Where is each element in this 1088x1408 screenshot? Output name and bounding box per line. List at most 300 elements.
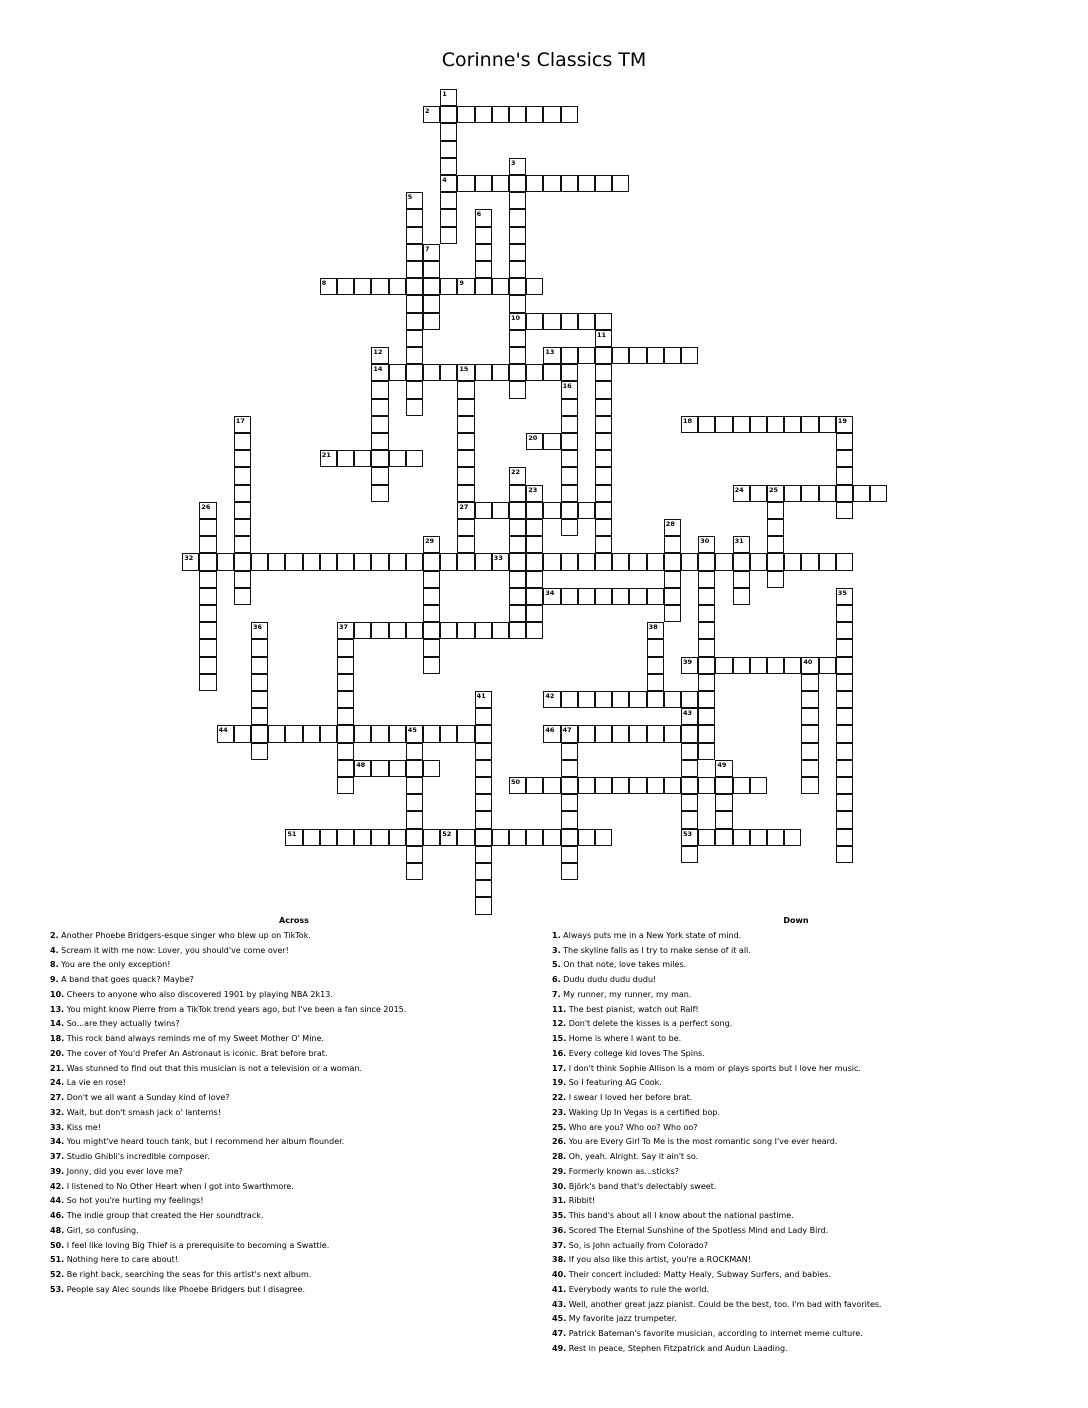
- grid-cell[interactable]: [217, 725, 234, 742]
- grid-cell[interactable]: [801, 553, 818, 570]
- grid-cell[interactable]: [836, 639, 853, 656]
- grid-cell[interactable]: [406, 811, 423, 828]
- grid-cell[interactable]: [406, 743, 423, 760]
- grid-cell[interactable]: [475, 175, 492, 192]
- grid-cell[interactable]: [767, 829, 784, 846]
- grid-cell[interactable]: [406, 846, 423, 863]
- grid-cell[interactable]: [423, 829, 440, 846]
- grid-cell[interactable]: [475, 897, 492, 914]
- grid-cell[interactable]: [647, 588, 664, 605]
- grid-cell[interactable]: [561, 725, 578, 742]
- grid-cell[interactable]: [595, 450, 612, 467]
- grid-cell[interactable]: [853, 485, 870, 502]
- grid-cell[interactable]: [578, 725, 595, 742]
- grid-cell[interactable]: [595, 313, 612, 330]
- grid-cell[interactable]: [595, 381, 612, 398]
- grid-cell[interactable]: [509, 588, 526, 605]
- grid-cell[interactable]: [561, 519, 578, 536]
- grid-cell[interactable]: [217, 553, 234, 570]
- grid-cell[interactable]: [561, 777, 578, 794]
- grid-cell[interactable]: [526, 571, 543, 588]
- grid-cell[interactable]: [801, 743, 818, 760]
- grid-cell[interactable]: [492, 364, 509, 381]
- grid-cell[interactable]: [543, 433, 560, 450]
- grid-cell[interactable]: [698, 743, 715, 760]
- grid-cell[interactable]: [561, 467, 578, 484]
- grid-cell[interactable]: [457, 485, 474, 502]
- grid-cell[interactable]: [526, 364, 543, 381]
- grid-cell[interactable]: [509, 313, 526, 330]
- grid-cell[interactable]: [543, 347, 560, 364]
- grid-cell[interactable]: [578, 175, 595, 192]
- grid-cell[interactable]: [406, 261, 423, 278]
- grid-cell[interactable]: [457, 536, 474, 553]
- grid-cell[interactable]: [561, 364, 578, 381]
- grid-cell[interactable]: [199, 588, 216, 605]
- grid-cell[interactable]: [715, 811, 732, 828]
- grid-cell[interactable]: [733, 485, 750, 502]
- grid-cell[interactable]: [492, 278, 509, 295]
- grid-cell[interactable]: [509, 536, 526, 553]
- grid-cell[interactable]: [836, 743, 853, 760]
- grid-cell[interactable]: [681, 708, 698, 725]
- grid-cell[interactable]: [320, 829, 337, 846]
- grid-cell[interactable]: [337, 278, 354, 295]
- grid-cell[interactable]: [475, 261, 492, 278]
- grid-cell[interactable]: [268, 725, 285, 742]
- grid-cell[interactable]: [371, 725, 388, 742]
- grid-cell[interactable]: [199, 553, 216, 570]
- grid-cell[interactable]: [819, 657, 836, 674]
- grid-cell[interactable]: [199, 674, 216, 691]
- grid-cell[interactable]: [543, 829, 560, 846]
- grid-cell[interactable]: [234, 450, 251, 467]
- grid-cell[interactable]: [836, 622, 853, 639]
- grid-cell[interactable]: [337, 639, 354, 656]
- grid-cell[interactable]: [595, 691, 612, 708]
- grid-cell[interactable]: [629, 777, 646, 794]
- grid-cell[interactable]: [715, 777, 732, 794]
- grid-cell[interactable]: [750, 416, 767, 433]
- grid-cell[interactable]: [698, 571, 715, 588]
- grid-cell[interactable]: [406, 777, 423, 794]
- grid-cell[interactable]: [268, 553, 285, 570]
- grid-cell[interactable]: [595, 175, 612, 192]
- grid-cell[interactable]: [801, 708, 818, 725]
- grid-cell[interactable]: [801, 777, 818, 794]
- grid-cell[interactable]: [664, 571, 681, 588]
- grid-cell[interactable]: [423, 364, 440, 381]
- grid-cell[interactable]: [698, 622, 715, 639]
- grid-cell[interactable]: [647, 553, 664, 570]
- grid-cell[interactable]: [440, 192, 457, 209]
- grid-cell[interactable]: [406, 295, 423, 312]
- grid-cell[interactable]: [664, 691, 681, 708]
- grid-cell[interactable]: [475, 244, 492, 261]
- grid-cell[interactable]: [440, 106, 457, 123]
- grid-cell[interactable]: [733, 553, 750, 570]
- grid-cell[interactable]: [406, 209, 423, 226]
- grid-cell[interactable]: [406, 227, 423, 244]
- grid-cell[interactable]: [836, 502, 853, 519]
- grid-cell[interactable]: [423, 639, 440, 656]
- grid-cell[interactable]: [509, 605, 526, 622]
- grid-cell[interactable]: [595, 433, 612, 450]
- grid-cell[interactable]: [836, 433, 853, 450]
- grid-cell[interactable]: [578, 691, 595, 708]
- grid-cell[interactable]: [509, 106, 526, 123]
- grid-cell[interactable]: [647, 777, 664, 794]
- grid-cell[interactable]: [801, 657, 818, 674]
- grid-cell[interactable]: [561, 347, 578, 364]
- grid-cell[interactable]: [836, 416, 853, 433]
- grid-cell[interactable]: [423, 278, 440, 295]
- grid-cell[interactable]: [371, 553, 388, 570]
- grid-cell[interactable]: [698, 639, 715, 656]
- grid-cell[interactable]: [612, 553, 629, 570]
- grid-cell[interactable]: [543, 553, 560, 570]
- grid-cell[interactable]: [199, 571, 216, 588]
- grid-cell[interactable]: [543, 777, 560, 794]
- grid-cell[interactable]: [509, 192, 526, 209]
- grid-cell[interactable]: [371, 760, 388, 777]
- grid-cell[interactable]: [337, 829, 354, 846]
- grid-cell[interactable]: [561, 106, 578, 123]
- grid-cell[interactable]: [526, 502, 543, 519]
- grid-cell[interactable]: [681, 416, 698, 433]
- grid-cell[interactable]: [475, 708, 492, 725]
- grid-cell[interactable]: [406, 829, 423, 846]
- grid-cell[interactable]: [698, 553, 715, 570]
- grid-cell[interactable]: [337, 553, 354, 570]
- grid-cell[interactable]: [371, 622, 388, 639]
- grid-cell[interactable]: [492, 553, 509, 570]
- grid-cell[interactable]: [337, 725, 354, 742]
- grid-cell[interactable]: [836, 691, 853, 708]
- grid-cell[interactable]: [371, 433, 388, 450]
- grid-cell[interactable]: [801, 691, 818, 708]
- grid-cell[interactable]: [870, 485, 887, 502]
- grid-cell[interactable]: [423, 106, 440, 123]
- grid-cell[interactable]: [354, 278, 371, 295]
- grid-cell[interactable]: [681, 347, 698, 364]
- grid-cell[interactable]: [595, 416, 612, 433]
- grid-cell[interactable]: [492, 502, 509, 519]
- grid-cell[interactable]: [423, 588, 440, 605]
- grid-cell[interactable]: [561, 794, 578, 811]
- grid-cell[interactable]: [457, 399, 474, 416]
- grid-cell[interactable]: [767, 553, 784, 570]
- grid-cell[interactable]: [561, 399, 578, 416]
- grid-cell[interactable]: [371, 381, 388, 398]
- grid-cell[interactable]: [526, 485, 543, 502]
- grid-cell[interactable]: [647, 622, 664, 639]
- grid-cell[interactable]: [320, 450, 337, 467]
- grid-cell[interactable]: [475, 777, 492, 794]
- grid-cell[interactable]: [561, 829, 578, 846]
- grid-cell[interactable]: [801, 725, 818, 742]
- grid-cell[interactable]: [457, 519, 474, 536]
- grid-cell[interactable]: [475, 725, 492, 742]
- grid-cell[interactable]: [801, 760, 818, 777]
- grid-cell[interactable]: [647, 674, 664, 691]
- grid-cell[interactable]: [784, 829, 801, 846]
- grid-cell[interactable]: [337, 760, 354, 777]
- grid-cell[interactable]: [612, 175, 629, 192]
- grid-cell[interactable]: [389, 278, 406, 295]
- grid-cell[interactable]: [595, 330, 612, 347]
- grid-cell[interactable]: [251, 725, 268, 742]
- grid-cell[interactable]: [526, 433, 543, 450]
- grid-cell[interactable]: [337, 674, 354, 691]
- grid-cell[interactable]: [819, 485, 836, 502]
- grid-cell[interactable]: [423, 313, 440, 330]
- grid-cell[interactable]: [509, 553, 526, 570]
- grid-cell[interactable]: [234, 588, 251, 605]
- grid-cell[interactable]: [509, 347, 526, 364]
- grid-cell[interactable]: [543, 725, 560, 742]
- grid-cell[interactable]: [234, 467, 251, 484]
- grid-cell[interactable]: [595, 553, 612, 570]
- grid-cell[interactable]: [423, 725, 440, 742]
- grid-cell[interactable]: [647, 691, 664, 708]
- grid-cell[interactable]: [698, 536, 715, 553]
- grid-cell[interactable]: [595, 467, 612, 484]
- grid-cell[interactable]: [733, 829, 750, 846]
- grid-cell[interactable]: [251, 639, 268, 656]
- grid-cell[interactable]: [836, 846, 853, 863]
- grid-cell[interactable]: [767, 571, 784, 588]
- grid-cell[interactable]: [406, 347, 423, 364]
- grid-cell[interactable]: [801, 485, 818, 502]
- grid-cell[interactable]: [629, 691, 646, 708]
- grid-cell[interactable]: [475, 209, 492, 226]
- grid-cell[interactable]: [440, 209, 457, 226]
- grid-cell[interactable]: [836, 674, 853, 691]
- grid-cell[interactable]: [733, 416, 750, 433]
- grid-cell[interactable]: [819, 553, 836, 570]
- grid-cell[interactable]: [664, 588, 681, 605]
- grid-cell[interactable]: [561, 433, 578, 450]
- grid-cell[interactable]: [234, 519, 251, 536]
- grid-cell[interactable]: [767, 485, 784, 502]
- grid-cell[interactable]: [836, 588, 853, 605]
- grid-cell[interactable]: [492, 622, 509, 639]
- grid-cell[interactable]: [561, 502, 578, 519]
- grid-cell[interactable]: [199, 605, 216, 622]
- grid-cell[interactable]: [234, 433, 251, 450]
- grid-cell[interactable]: [836, 605, 853, 622]
- grid-cell[interactable]: [509, 244, 526, 261]
- grid-cell[interactable]: [354, 622, 371, 639]
- grid-cell[interactable]: [836, 811, 853, 828]
- grid-cell[interactable]: [509, 158, 526, 175]
- grid-cell[interactable]: [371, 347, 388, 364]
- grid-cell[interactable]: [406, 760, 423, 777]
- grid-cell[interactable]: [251, 553, 268, 570]
- grid-cell[interactable]: [406, 794, 423, 811]
- grid-cell[interactable]: [578, 829, 595, 846]
- grid-cell[interactable]: [629, 347, 646, 364]
- grid-cell[interactable]: [354, 450, 371, 467]
- grid-cell[interactable]: [543, 588, 560, 605]
- grid-cell[interactable]: [767, 502, 784, 519]
- grid-cell[interactable]: [595, 347, 612, 364]
- grid-cell[interactable]: [595, 536, 612, 553]
- grid-cell[interactable]: [543, 313, 560, 330]
- grid-cell[interactable]: [509, 295, 526, 312]
- grid-cell[interactable]: [389, 829, 406, 846]
- grid-cell[interactable]: [509, 571, 526, 588]
- grid-cell[interactable]: [440, 227, 457, 244]
- grid-cell[interactable]: [715, 829, 732, 846]
- grid-cell[interactable]: [457, 433, 474, 450]
- grid-cell[interactable]: [423, 657, 440, 674]
- grid-cell[interactable]: [354, 725, 371, 742]
- grid-cell[interactable]: [371, 278, 388, 295]
- grid-cell[interactable]: [561, 416, 578, 433]
- grid-cell[interactable]: [681, 691, 698, 708]
- grid-cell[interactable]: [836, 657, 853, 674]
- grid-cell[interactable]: [612, 691, 629, 708]
- grid-cell[interactable]: [578, 553, 595, 570]
- grid-cell[interactable]: [371, 485, 388, 502]
- grid-cell[interactable]: [406, 192, 423, 209]
- grid-cell[interactable]: [457, 416, 474, 433]
- grid-cell[interactable]: [475, 811, 492, 828]
- grid-cell[interactable]: [561, 450, 578, 467]
- grid-cell[interactable]: [371, 416, 388, 433]
- grid-cell[interactable]: [647, 347, 664, 364]
- grid-cell[interactable]: [440, 158, 457, 175]
- grid-cell[interactable]: [406, 553, 423, 570]
- grid-cell[interactable]: [561, 811, 578, 828]
- grid-cell[interactable]: [595, 485, 612, 502]
- grid-cell[interactable]: [475, 622, 492, 639]
- grid-cell[interactable]: [526, 313, 543, 330]
- grid-cell[interactable]: [578, 313, 595, 330]
- grid-cell[interactable]: [509, 829, 526, 846]
- grid-cell[interactable]: [836, 467, 853, 484]
- grid-cell[interactable]: [698, 588, 715, 605]
- grid-cell[interactable]: [492, 175, 509, 192]
- grid-cell[interactable]: [647, 657, 664, 674]
- grid-cell[interactable]: [750, 829, 767, 846]
- grid-cell[interactable]: [664, 777, 681, 794]
- grid-cell[interactable]: [475, 863, 492, 880]
- grid-cell[interactable]: [647, 725, 664, 742]
- grid-cell[interactable]: [371, 399, 388, 416]
- grid-cell[interactable]: [784, 553, 801, 570]
- grid-cell[interactable]: [664, 347, 681, 364]
- grid-cell[interactable]: [595, 519, 612, 536]
- grid-cell[interactable]: [475, 364, 492, 381]
- grid-cell[interactable]: [440, 829, 457, 846]
- grid-cell[interactable]: [578, 347, 595, 364]
- grid-cell[interactable]: [457, 725, 474, 742]
- grid-cell[interactable]: [715, 553, 732, 570]
- grid-cell[interactable]: [423, 571, 440, 588]
- grid-cell[interactable]: [784, 657, 801, 674]
- grid-cell[interactable]: [234, 416, 251, 433]
- grid-cell[interactable]: [526, 588, 543, 605]
- grid-cell[interactable]: [681, 743, 698, 760]
- grid-cell[interactable]: [578, 502, 595, 519]
- grid-cell[interactable]: [681, 811, 698, 828]
- grid-cell[interactable]: [629, 588, 646, 605]
- grid-cell[interactable]: [767, 536, 784, 553]
- grid-cell[interactable]: [715, 794, 732, 811]
- grid-cell[interactable]: [285, 553, 302, 570]
- grid-cell[interactable]: [767, 519, 784, 536]
- grid-cell[interactable]: [457, 278, 474, 295]
- grid-cell[interactable]: [492, 829, 509, 846]
- grid-cell[interactable]: [561, 553, 578, 570]
- grid-cell[interactable]: [543, 691, 560, 708]
- grid-cell[interactable]: [371, 364, 388, 381]
- grid-cell[interactable]: [475, 106, 492, 123]
- grid-cell[interactable]: [509, 485, 526, 502]
- grid-cell[interactable]: [251, 657, 268, 674]
- grid-cell[interactable]: [698, 605, 715, 622]
- grid-cell[interactable]: [836, 450, 853, 467]
- grid-cell[interactable]: [389, 553, 406, 570]
- grid-cell[interactable]: [457, 467, 474, 484]
- grid-cell[interactable]: [664, 605, 681, 622]
- grid-cell[interactable]: [698, 416, 715, 433]
- grid-cell[interactable]: [595, 588, 612, 605]
- grid-cell[interactable]: [406, 622, 423, 639]
- grid-cell[interactable]: [733, 536, 750, 553]
- grid-cell[interactable]: [509, 381, 526, 398]
- grid-cell[interactable]: [784, 485, 801, 502]
- grid-cell[interactable]: [251, 743, 268, 760]
- grid-cell[interactable]: [337, 657, 354, 674]
- grid-cell[interactable]: [664, 519, 681, 536]
- grid-cell[interactable]: [303, 725, 320, 742]
- grid-cell[interactable]: [475, 846, 492, 863]
- grid-cell[interactable]: [509, 227, 526, 244]
- grid-cell[interactable]: [836, 553, 853, 570]
- grid-cell[interactable]: [509, 467, 526, 484]
- grid-cell[interactable]: [526, 605, 543, 622]
- grid-cell[interactable]: [509, 330, 526, 347]
- grid-cell[interactable]: [509, 175, 526, 192]
- grid-cell[interactable]: [406, 313, 423, 330]
- grid-cell[interactable]: [543, 175, 560, 192]
- grid-cell[interactable]: [234, 725, 251, 742]
- grid-cell[interactable]: [698, 725, 715, 742]
- grid-cell[interactable]: [715, 657, 732, 674]
- grid-cell[interactable]: [595, 399, 612, 416]
- grid-cell[interactable]: [303, 553, 320, 570]
- grid-cell[interactable]: [475, 760, 492, 777]
- grid-cell[interactable]: [492, 106, 509, 123]
- grid-cell[interactable]: [371, 467, 388, 484]
- grid-cell[interactable]: [199, 639, 216, 656]
- grid-cell[interactable]: [423, 622, 440, 639]
- grid-cell[interactable]: [698, 708, 715, 725]
- grid-cell[interactable]: [750, 657, 767, 674]
- grid-cell[interactable]: [733, 571, 750, 588]
- grid-cell[interactable]: [561, 760, 578, 777]
- grid-cell[interactable]: [320, 553, 337, 570]
- grid-cell[interactable]: [526, 175, 543, 192]
- grid-cell[interactable]: [457, 381, 474, 398]
- grid-cell[interactable]: [733, 777, 750, 794]
- grid-cell[interactable]: [251, 622, 268, 639]
- grid-cell[interactable]: [681, 846, 698, 863]
